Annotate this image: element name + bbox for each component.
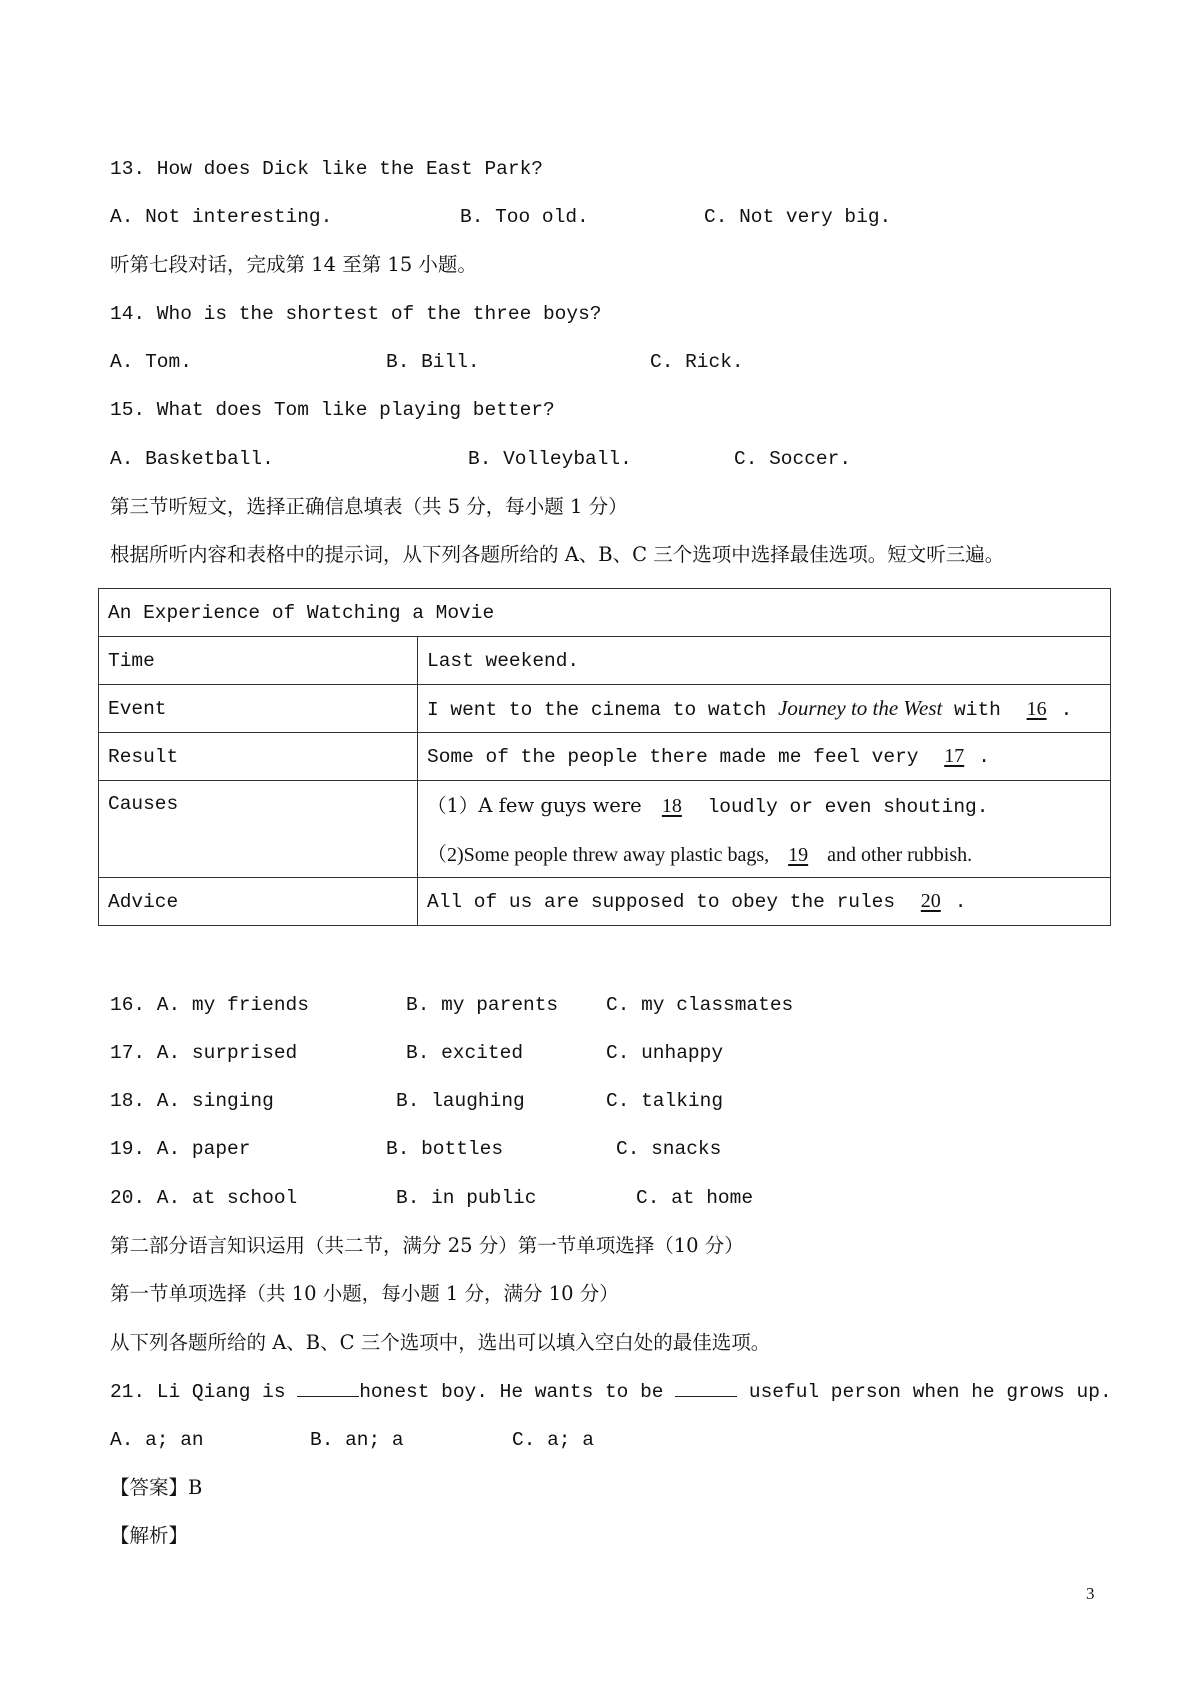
causes-label: Causes (99, 781, 418, 878)
table-row (99, 733, 1111, 781)
table-title: An Experience of Watching a Movie (99, 589, 1111, 637)
q13-option-b: B. Too old. (460, 206, 589, 228)
table-row (99, 781, 1111, 878)
q21-stem: 21. Li Qiang is honest boy. He wants to be useful person when he grows up. (110, 1378, 1112, 1405)
q15-stem: 15. What does Tom like playing better? (110, 399, 555, 421)
part2-title: 第二部分语言知识运用（共二节，满分 25 分）第一节单项选择（10 分） (110, 1234, 744, 1257)
event-label: Event (99, 685, 418, 733)
blank-20: 20 (920, 890, 941, 912)
q15-option-a: A. Basketball. (110, 448, 274, 470)
q17-option-a: 17. A. surprised (110, 1042, 298, 1064)
q14-option-a: A. Tom. (110, 351, 192, 373)
result-value: Some of the people there made me feel very 17 . (418, 733, 1111, 781)
blank-16: 16 (1026, 698, 1047, 720)
q19-option-b: B. bottles (386, 1138, 504, 1160)
q21-blank-1 (297, 1378, 359, 1397)
time-label: Time (99, 637, 418, 685)
advice-label: Advice (99, 878, 418, 926)
table-row (99, 637, 1111, 685)
answer-label: 【答案】B (110, 1476, 203, 1499)
q18-option-b: B. laughing (396, 1090, 525, 1112)
part2-section1-title: 第一节单项选择（共 10 小题，每小题 1 分，满分 10 分） (110, 1282, 619, 1305)
q21-option-a: A. a; an (110, 1429, 204, 1451)
cause-1: （1）A few guys were 18 loudly or even shouting. (427, 794, 989, 818)
blank-17: 17 (944, 745, 965, 767)
q18-option-c: C. talking (606, 1090, 724, 1112)
dialogue7-instruction: 听第七段对话，完成第 14 至第 15 小题。 (110, 253, 477, 276)
q21-option-b: B. an; a (310, 1429, 404, 1451)
q19-option-a: 19. A. paper (110, 1138, 251, 1160)
q14-option-b: B. Bill. (386, 351, 480, 373)
q15-option-c: C. Soccer. (734, 448, 852, 470)
q13-option-c: C. Not very big. (704, 206, 892, 228)
q21-blank-2 (675, 1378, 737, 1397)
analysis-label: 【解析】 (110, 1524, 189, 1547)
q16-option-a: 16. A. my friends (110, 994, 309, 1016)
section3-title: 第三节听短文，选择正确信息填表（共 5 分，每小题 1 分） (110, 495, 628, 518)
q16-option-c: C. my classmates (606, 994, 794, 1016)
q13-stem: 13. How does Dick like the East Park? (110, 158, 543, 180)
q20-option-a: 20. A. at school (110, 1187, 298, 1209)
q14-stem: 14. Who is the shortest of the three boys? (110, 303, 602, 325)
q19-option-c: C. snacks (616, 1138, 722, 1160)
q21-option-c: C. a; a (512, 1429, 594, 1451)
q20-option-b: B. in public (396, 1187, 537, 1209)
movie-title: Journey to the West (778, 696, 943, 720)
q14-option-c: C. Rick. (650, 351, 744, 373)
blank-18: 18 (661, 795, 682, 817)
causes-value (418, 781, 1111, 878)
q15-option-b: B. Volleyball. (468, 448, 632, 470)
q20-option-c: C. at home (636, 1187, 754, 1209)
table-row (99, 878, 1111, 926)
table-row (99, 589, 1111, 637)
q17-option-c: C. unhappy (606, 1042, 724, 1064)
advice-value: All of us are supposed to obey the rules 20 . (418, 878, 1111, 926)
page-number: 3 (1086, 1584, 1095, 1603)
q13-option-a: A. Not interesting. (110, 206, 333, 228)
time-value: Last weekend. (418, 637, 1111, 685)
q17-option-b: B. excited (406, 1042, 524, 1064)
cause-2: （2)Some people threw away plastic bags, 19 and other rubbish. (427, 844, 973, 866)
part2-instruction: 从下列各题所给的 A、B、C 三个选项中，选出可以填入空白处的最佳选项。 (110, 1331, 771, 1354)
result-label: Result (99, 733, 418, 781)
q18-option-a: 18. A. singing (110, 1090, 274, 1112)
table-row (99, 685, 1111, 733)
blank-19: 19 (788, 844, 809, 866)
q16-option-b: B. my parents (406, 994, 559, 1016)
section3-instruction: 根据所听内容和表格中的提示词，从下列各题所给的 A、B、C 三个选项中选择最佳选项。短文听三遍。 (110, 543, 1005, 566)
movie-experience-table (98, 588, 1111, 926)
event-value: I went to the cinema to watch Journey to the West with 16 . (418, 685, 1111, 733)
